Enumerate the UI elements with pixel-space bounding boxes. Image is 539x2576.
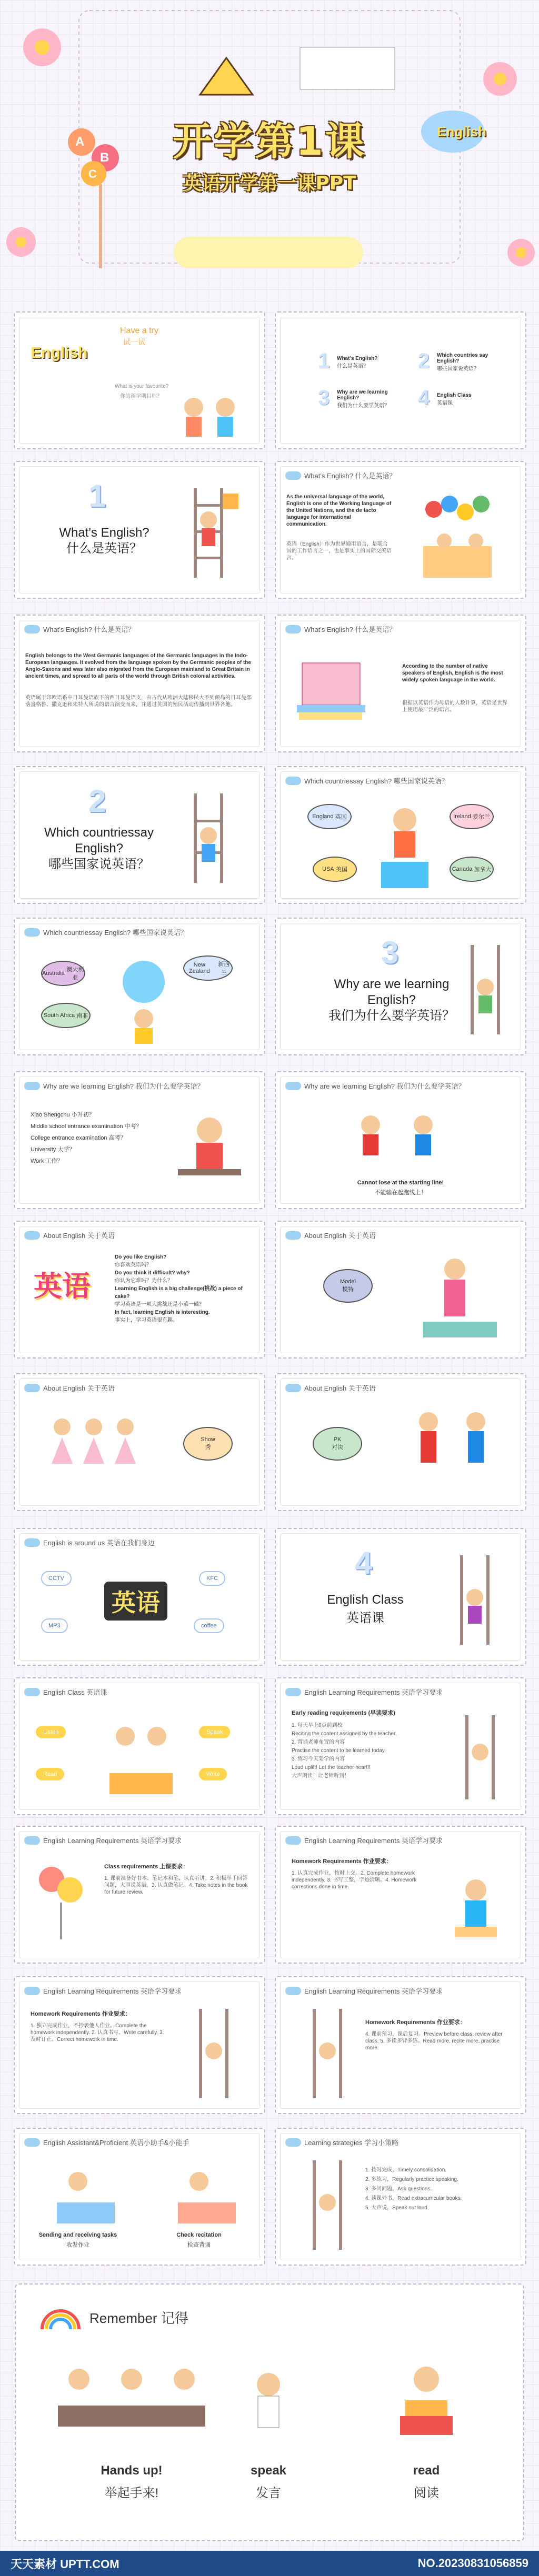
- block-body: 1. 课前准备好书本、笔记本和笔，认真听讲。2. 积极举手回答问题，大胆说英语。3. 认真做笔记。4. Take notes in the book for future review.: [104, 1876, 248, 1895]
- toc-en: What's English?: [337, 356, 378, 361]
- toc-cn: 哪些国家说英语？: [437, 366, 479, 372]
- list-item: 1. 按时完成，Timely consolidation.: [365, 2167, 447, 2173]
- task-a-cn: 收发作业: [66, 2242, 89, 2248]
- slide-requirements-4: [14, 1976, 265, 2114]
- slide-countries-2: [14, 918, 265, 1055]
- cover-title: 开学第1课: [173, 119, 366, 164]
- slide-header: [285, 1081, 465, 1091]
- country-en: Australia: [42, 970, 65, 977]
- action-read-en: read: [413, 2463, 440, 2478]
- country-bubble-ireland: [450, 804, 494, 829]
- requirement-list: [292, 1722, 423, 1780]
- slide-header-text: Why are we learning English? 我们为什么要学英语？: [304, 1082, 465, 1090]
- block-title: Homework Requirements 作业要求：: [292, 1858, 392, 1865]
- cloud-icon: [24, 1836, 40, 1845]
- word-bubble-show: [183, 1427, 233, 1461]
- country-en: USA: [322, 866, 334, 872]
- cloud-icon: [285, 471, 301, 480]
- slide-header: [24, 1986, 182, 1996]
- list-item: 你认为它难吗？为什么？: [115, 1278, 173, 1284]
- hands-up-kids-illustration: [47, 2358, 216, 2442]
- dancers-illustration: [31, 1406, 157, 1501]
- tag-cctv: CCTV: [41, 1571, 72, 1586]
- section-title-cn: 英语课: [346, 1611, 384, 1625]
- block-body: 4. 课前预习，课后复习。Preview before class, review after class. 5. 多读多背多练。Read more, recite more, practise more.: [365, 2031, 503, 2051]
- english-word-art: 英语: [34, 1271, 91, 1302]
- abc-kids-illustration: [36, 2160, 246, 2229]
- section-title-cn: 我们为什么要学英语？: [328, 1009, 455, 1023]
- section-title-cn: 什么是英语？: [66, 541, 142, 556]
- country-bubble-southafrica: [41, 1003, 91, 1028]
- list-item: Practise the content to be learned today.: [292, 1748, 386, 1754]
- slide-header-text: Learning strategies 学习小策略: [304, 2139, 399, 2147]
- toc-num: 3: [318, 386, 330, 409]
- slide-section-4: [275, 1528, 526, 1666]
- slide-header: [285, 2137, 398, 2147]
- body-en: As the universal language of the world, English is one of the Working language of the United Nations, and the de facto language for international communication.: [286, 494, 392, 527]
- globe-kid-illustration: [104, 950, 183, 1045]
- ladder-kid-illustration: [178, 2004, 252, 2104]
- slide-header-text: Why are we learning English? 我们为什么要学英语？: [43, 1082, 204, 1090]
- english-word: English: [31, 344, 88, 361]
- slide-header-text: What's English? 什么是英语？: [43, 626, 135, 633]
- slide-assistant: [14, 2128, 265, 2266]
- list-item: 事实上，学习英语很有趣。: [115, 1317, 178, 1323]
- slide-requirements-1: [275, 1677, 526, 1815]
- country-en: South Africa: [43, 1012, 75, 1019]
- block-title: Early reading requirements (早读要求): [292, 1710, 395, 1716]
- country-en: Ireland: [453, 813, 471, 820]
- country-cn: 澳大利亚: [66, 967, 84, 981]
- slide-header-text: English Learning Requirements 英语学习要求: [304, 1688, 443, 1696]
- slide-header: [24, 1081, 204, 1091]
- tag-mp3: MP3: [41, 1618, 68, 1633]
- slide-remember: [15, 2283, 524, 2541]
- slide-strategies: [275, 2128, 526, 2266]
- balloon-kids-illustration: [402, 488, 513, 588]
- slide-header-text: English Learning Requirements 英语学习要求: [304, 1837, 443, 1845]
- block-body: 1. 独立完成作业，不抄袭他人作业。Complete the homework independently. 2. 认真书写。Write carefully. 3. 及时订正。Correct homework in time.: [31, 2023, 164, 2042]
- cover-abc-c: C: [88, 167, 97, 180]
- slide-header: [24, 624, 135, 634]
- toc-item-1: [318, 349, 378, 373]
- list-item: Learning English is a big challenge(挑战) a piece of cake?: [115, 1286, 243, 1300]
- slide-heading: Have a try: [120, 326, 158, 335]
- slide-requirements-2: [14, 1826, 265, 1964]
- slide-section-3: [275, 918, 526, 1055]
- question-list: [115, 1253, 257, 1324]
- slide-header: [285, 1230, 376, 1240]
- toc-en: English Class: [437, 393, 472, 398]
- caption-en: Cannot lose at the starting line!: [357, 1180, 444, 1186]
- slide-header: [285, 470, 396, 480]
- study-kid-illustration: [167, 1104, 252, 1199]
- list-item: College entrance examination 高考？: [31, 1135, 126, 1141]
- list-item: Reciting the content assigned by the teacher.: [292, 1731, 397, 1737]
- tag-kfc: KFC: [199, 1571, 225, 1586]
- cloud-icon: [24, 1384, 40, 1392]
- slide-header: [24, 1383, 115, 1393]
- cover-subtitle: 英语开学第一课PPT: [183, 173, 356, 194]
- slide-countries-1: [275, 766, 526, 904]
- section-title-en: English Class: [327, 1593, 404, 1607]
- slide-requirements-5: [275, 1976, 526, 2114]
- section-number: 1: [88, 478, 106, 514]
- slide-header-text: English Class 英语课: [43, 1688, 107, 1696]
- word-en: PK: [333, 1436, 342, 1443]
- toc-cn: 英语课: [437, 400, 453, 406]
- cloud-icon: [285, 1082, 301, 1090]
- kids-illustration: [173, 391, 252, 439]
- slide-about-3: [14, 1373, 265, 1511]
- slide-about-1: [14, 1221, 265, 1359]
- cloud-icon: [24, 1688, 40, 1696]
- country-bubble-canada: [450, 857, 494, 882]
- remember-title: Remember 记得: [89, 2310, 188, 2326]
- cloud-icon: [285, 2138, 301, 2147]
- slide-around-us: [14, 1528, 265, 1666]
- watermark-footer: [0, 2551, 539, 2576]
- action-speak-en: speak: [250, 2463, 287, 2478]
- country-bubble-australia: [41, 961, 85, 986]
- slide-header: [285, 1383, 376, 1393]
- boxers-illustration: [392, 1401, 513, 1501]
- country-en: England: [312, 813, 334, 820]
- reason-list: [31, 1109, 142, 1167]
- cloud-icon: [24, 928, 40, 937]
- reading-kid-illustration: [439, 1869, 513, 1953]
- slide-header: [24, 1230, 115, 1240]
- body-en: English belongs to the West Germanic languages of the Germanic languages in the Indo-European languages. It evolved from the language spoken by the Germanic peoples of the Anglo-Saxons and was later also migrated from the European mainland to Great Britain in ancient times, and spread to all parts of the world through British colonial activities.: [25, 653, 251, 679]
- ladder-kid-illustration: [173, 483, 246, 583]
- slide-header-text: English Learning Requirements 英语学习要求: [43, 1837, 182, 1845]
- country-cn: 加拿大: [474, 867, 492, 873]
- pencil-kid-illustration: [371, 799, 439, 893]
- action-speak-cn: 发言: [256, 2486, 281, 2500]
- slide-header: [285, 624, 396, 634]
- slide-about-2: [275, 1221, 526, 1359]
- toc-num: 1: [318, 349, 330, 373]
- ladder-kid-illustration: [450, 940, 518, 1040]
- list-item: Do you like English?: [115, 1254, 167, 1260]
- caption-cn: 不能输在起跑线上！: [374, 1190, 427, 1196]
- slide-heading-cn: 试一试: [123, 338, 145, 346]
- task-a-en: Sending and receiving tasks: [38, 2232, 117, 2238]
- list-item: 5. 大声说，Speak out loud.: [365, 2205, 429, 2211]
- slide-about-4: [275, 1373, 526, 1511]
- skill-read: Read: [36, 1768, 64, 1780]
- cloud-icon: [285, 1231, 301, 1240]
- block-title: Class requirements 上课要求：: [104, 1864, 189, 1870]
- slide-what-english-3: [275, 615, 526, 752]
- section-number: 2: [88, 783, 106, 819]
- ladder-kid-illustration: [173, 788, 246, 888]
- word-en: Show: [201, 1436, 215, 1443]
- cloud-icon: [24, 1987, 40, 1995]
- cloud-icon: [285, 1836, 301, 1845]
- slide-header: [285, 1687, 443, 1697]
- toc-num: 2: [418, 349, 430, 373]
- section-title-en: Which countriessay English?: [44, 826, 154, 856]
- cover-abc-a: A: [75, 135, 85, 149]
- footer-site: 天天素材 UPTT.COM: [11, 2557, 119, 2571]
- model-illustration: [407, 1248, 513, 1348]
- slide-header-text: About English 关于英语: [43, 1232, 115, 1240]
- cloud-icon: [285, 1688, 301, 1696]
- action-hands-en: Hands up!: [101, 2463, 163, 2478]
- list-item: 学习英语是一项大挑战还是小菜一碟？: [115, 1302, 204, 1307]
- list-item: Middle school entrance examination 中考？: [31, 1123, 142, 1130]
- slide-header-text: About English 关于英语: [43, 1384, 115, 1392]
- list-item: Xiao Shengchu 小升初？: [31, 1112, 95, 1118]
- skill-listen: Listen: [36, 1726, 66, 1738]
- section-number: 4: [355, 1545, 373, 1581]
- slide-class: [14, 1677, 265, 1815]
- list-item: 1. 每天早上8点前到校: [292, 1723, 343, 1728]
- cloud-icon: [285, 1384, 301, 1392]
- slide-contents: [275, 311, 526, 449]
- list-item: 4. 读课外书，Read extracurricular books.: [365, 2196, 462, 2201]
- slide-have-a-try: [14, 311, 265, 449]
- slide-header-text: Which countriessay English? 哪些国家说英语？: [43, 929, 187, 937]
- slide-header: [285, 1986, 443, 1996]
- word-cn: 模特: [342, 1286, 354, 1293]
- cloud-icon: [285, 625, 301, 633]
- body-cn: 英语属于印欧语系中日耳曼语族下的西日耳曼语支，由古代从欧洲大陆移民大不列颠岛的日耳曼部落盎格鲁、撒克逊和朱特人所说的语言演变而来，并通过英国的殖民活动传播到世界各地。: [25, 695, 252, 708]
- slide-what-english-2: [14, 615, 265, 752]
- ladder-kid-illustration: [444, 1710, 513, 1805]
- slide-header: [24, 1835, 182, 1845]
- english-word-art: 英语: [104, 1582, 167, 1621]
- slide-section-2: [14, 766, 265, 904]
- abc-kids-illustration: [94, 1715, 188, 1805]
- ladder-kid-illustration: [439, 1550, 513, 1650]
- country-cn: 美国: [335, 867, 347, 873]
- list-item: 3. 练习今天要学的内容: [292, 1756, 345, 1762]
- word-bubble-pk: [313, 1427, 362, 1461]
- word-en: Model: [340, 1279, 356, 1285]
- country-bubble-england: [307, 804, 352, 829]
- slide-requirements-3: [275, 1826, 526, 1964]
- toc-cn: 什么是英语？: [337, 364, 368, 369]
- list-item: In fact, learning English is interesting.: [115, 1310, 210, 1315]
- list-item: Work 工作？: [31, 1158, 63, 1164]
- country-en: New Zealand: [188, 962, 210, 974]
- list-item: Loud uplift! Let the teacher hear!!!: [292, 1765, 371, 1770]
- footer-id: NO.20230831056859: [417, 2557, 528, 2570]
- slide-header-text: English is around us 英语在我们身边: [43, 1539, 155, 1547]
- cover-abc-b: B: [100, 150, 109, 165]
- section-title-en: What's English?: [59, 526, 149, 540]
- slide-header-text: English Learning Requirements 英语学习要求: [304, 1987, 443, 1995]
- task-b-en: Check recitation: [176, 2232, 222, 2238]
- cloud-icon: [285, 777, 301, 785]
- tag-coffee: coffee: [194, 1618, 224, 1633]
- question-text: What is your favourite?: [115, 384, 169, 389]
- ladder-kid-illustration: [292, 2155, 360, 2255]
- slide-header: [24, 2137, 189, 2147]
- country-cn: 英国: [335, 814, 347, 820]
- list-item: 2. 多练习，Regularly practice speaking.: [365, 2177, 458, 2182]
- country-cn: 新西兰: [218, 961, 230, 976]
- toc-num: 4: [418, 386, 430, 409]
- word-cn: 对决: [332, 1444, 343, 1451]
- books-illustration: [292, 652, 376, 731]
- section-title-en: Why are we learning English?: [334, 977, 450, 1007]
- skill-speak: Speak: [199, 1726, 230, 1738]
- country-cn: 爱尔兰: [472, 814, 490, 820]
- english-badge: English: [437, 124, 486, 139]
- cloud-icon: [24, 1538, 40, 1547]
- word-bubble-model: [323, 1269, 373, 1303]
- toc-item-3: [318, 386, 390, 410]
- toc-item-2: [418, 349, 488, 373]
- cloud-icon: [285, 1987, 301, 1995]
- slide-header: [24, 927, 187, 937]
- cloud-icon: [24, 1082, 40, 1090]
- country-bubble-usa: [313, 857, 357, 882]
- slide-section-1: [14, 461, 265, 599]
- cloud-icon: [24, 625, 40, 633]
- country-bubble-newzealand: [183, 955, 233, 981]
- rainbow-icon: [37, 2300, 84, 2332]
- word-cn: 秀: [205, 1444, 211, 1451]
- toc-cn: 我们为什么要学英语？: [337, 403, 390, 409]
- list-item: University 大学？: [31, 1146, 75, 1153]
- body-cn: 根据以英语作为母语的人数计算，英语是世界上使用最广泛的语言。: [402, 700, 507, 713]
- toc-en: Why are we learning English?: [337, 389, 388, 401]
- action-read-cn: 阅读: [414, 2486, 439, 2500]
- toc-en: Which countries say English?: [437, 353, 488, 364]
- slide-why-1: [14, 1071, 265, 1209]
- toc-item-4: [418, 386, 472, 410]
- slide-header-text: English Assistant&Proficient 英语小助手&小能手: [43, 2139, 189, 2147]
- block-title: Homework Requirements 作业要求：: [365, 2019, 466, 2026]
- task-b-cn: 检查背诵: [187, 2242, 211, 2248]
- slide-why-2: [275, 1071, 526, 1209]
- ladder-kid-illustration: [292, 2004, 360, 2104]
- block-body: 1. 认真完成作业，按时上交。2. Complete homework independently. 3. 书写工整，字迹清晰。4. Homework corrections done in time.: [292, 1870, 417, 1890]
- list-item: 你喜欢英语吗？: [115, 1262, 152, 1268]
- slide-header: [24, 1537, 155, 1547]
- slide-header: [285, 1835, 443, 1845]
- list-item: 2. 背诵老师布置的内容: [292, 1739, 345, 1745]
- slide-header-text: About English 关于英语: [304, 1384, 376, 1392]
- block-title: Homework Requirements 作业要求：: [31, 2011, 131, 2017]
- slide-header-text: What's English? 什么是英语？: [304, 626, 396, 633]
- running-kids-illustration: [334, 1104, 460, 1178]
- skill-write: Write: [199, 1768, 227, 1780]
- slide-header-text: Which countriessay English? 哪些国家说英语？: [304, 777, 448, 785]
- section-number: 3: [381, 935, 399, 970]
- slide-header-text: What's English? 什么是英语？: [304, 472, 396, 480]
- list-item: 3. 多问问题，Ask questions.: [365, 2186, 432, 2192]
- speak-kid-illustration: [232, 2358, 305, 2442]
- cloud-icon: [24, 1231, 40, 1240]
- list-item: Do you think it difficult? why?: [115, 1270, 190, 1276]
- section-title-cn: 哪些国家说英语？: [48, 857, 149, 871]
- slide-header: [24, 1687, 107, 1697]
- cloud-icon: [24, 2138, 40, 2147]
- slide-what-english-1: [275, 461, 526, 599]
- abc-balloons-illustration: [31, 1858, 94, 1943]
- strategy-list: [365, 2166, 513, 2213]
- question-text-cn: 你的新学期目标？: [120, 394, 162, 399]
- slide-header-text: English Learning Requirements 英语学习要求: [43, 1987, 182, 1995]
- action-hands-cn: 举起手来!: [104, 2486, 159, 2500]
- list-item: 大声朗读！让老师听到！: [292, 1773, 350, 1779]
- slide-header-text: About English 关于英语: [304, 1232, 376, 1240]
- cover: [0, 0, 539, 284]
- country-en: Canada: [452, 866, 473, 872]
- slide-header: [285, 776, 448, 786]
- read-kid-illustration: [384, 2353, 468, 2442]
- country-cn: 南非: [76, 1013, 88, 1019]
- body-cn: 英语（English）作为世界通用语言，是联合国的工作语言之一，也是事实上的国际交流语言。: [286, 541, 392, 561]
- body-en: According to the number of native speakers of English, English is the most widely spoken language in the world.: [402, 663, 503, 683]
